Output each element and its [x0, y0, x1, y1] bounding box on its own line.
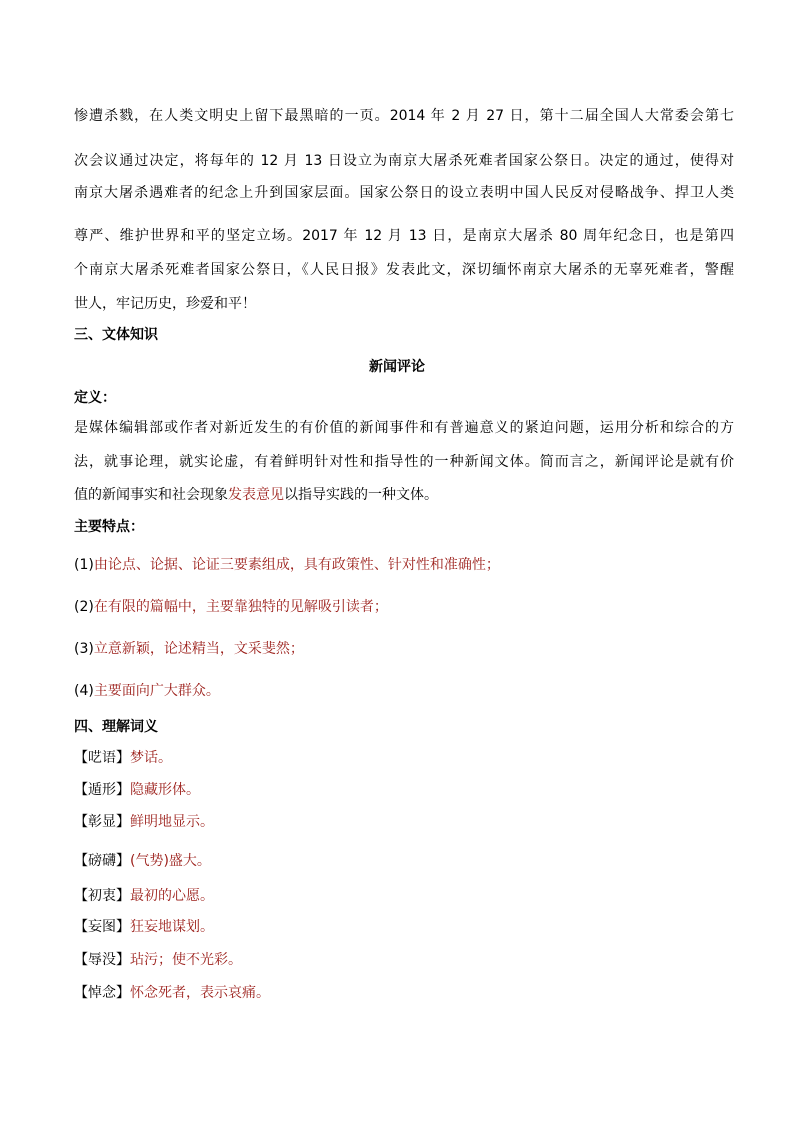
feature-item: [74, 681, 734, 701]
word-term: 磅礴: [88, 853, 116, 869]
word-meaning: 怀念死者，表示哀痛。: [130, 985, 270, 1001]
section-heading: 四、理解词义: [74, 719, 158, 735]
feature-text: 由论点、论据、论证三要素组成，具有政策性、针对性和准确性；: [93, 557, 500, 573]
word-entry: [74, 812, 734, 832]
word-term: 呓语: [88, 750, 116, 766]
bracket-close: 】: [116, 853, 130, 869]
bracket-close: 】: [116, 919, 130, 935]
bracket-close: 】: [116, 750, 130, 766]
word-meaning: (气势)盛大。: [130, 853, 211, 869]
feature-item: [74, 639, 734, 659]
features-label: 主要特点：: [74, 519, 144, 535]
word-term: 辱没: [88, 952, 116, 968]
bracket-open: 【: [74, 985, 88, 1001]
word-meaning: 玷污；使不光彩。: [130, 952, 242, 968]
word-entry: [74, 983, 734, 1003]
bracket-open: 【: [74, 952, 88, 968]
feature-item: [74, 597, 734, 617]
word-meaning: 狂妄地谋划。: [130, 919, 214, 935]
background-paragraph-line: 个南京大屠杀死难者国家公祭日，《人民日报》发表此文，深切缅怀南京大屠杀的无辜死难者，警醒: [74, 262, 734, 278]
bracket-close: 】: [116, 888, 130, 904]
definition-highlight: 发表意见: [228, 487, 284, 503]
background-paragraph-line: 南京大屠杀遇难者的纪念上升到国家层面。国家公祭日的设立表明中国人民反对侵略战争、捍卫人类: [74, 185, 734, 201]
bracket-close: 】: [116, 985, 130, 1001]
bracket-open: 【: [74, 814, 88, 830]
feature-text: 立意新颖，论述精当，文采斐然；: [93, 641, 304, 657]
bracket-open: 【: [74, 782, 88, 798]
background-paragraph-line: 尊严、维护世界和平的坚定立场。2017 年 12 月 13 日，是南京大屠杀 80 周年纪念日，也是第四: [74, 228, 734, 244]
definition-text: 以指导实践的一种文体。: [284, 487, 438, 503]
background-paragraph-line: 惨遭杀戮，在人类文明史上留下最黑暗的一页。2014 年 2 月 27 日，第十二届全国人大常委会第七: [74, 108, 734, 124]
word-entry: [74, 886, 734, 906]
word-term: 彰显: [88, 814, 116, 830]
word-term: 初衷: [88, 888, 116, 904]
bracket-close: 】: [116, 782, 130, 798]
word-entry: [74, 748, 734, 768]
feature-text: 主要面向广大群众。: [93, 683, 220, 699]
word-entry: [74, 917, 734, 937]
bracket-close: 】: [116, 952, 130, 968]
word-entry: [74, 950, 734, 970]
bracket-close: 】: [116, 814, 130, 830]
bracket-open: 【: [74, 750, 88, 766]
bracket-open: 【: [74, 853, 88, 869]
feature-number: (4): [74, 683, 94, 699]
bracket-open: 【: [74, 919, 88, 935]
word-meaning: 梦话。: [130, 750, 172, 766]
feature-item: [74, 555, 734, 575]
word-term: 悼念: [88, 985, 116, 1001]
word-meaning: 鲜明地显示。: [130, 814, 214, 830]
background-paragraph-line: 次会议通过决定，将每年的 12 月 13 日设立为南京大屠杀死难者国家公祭日。决定的通过，使得对: [74, 153, 734, 169]
feature-number: (2): [74, 599, 94, 615]
genre-title: 新闻评论: [369, 359, 425, 375]
word-term: 遁形: [88, 782, 116, 798]
word-entry: [74, 851, 734, 871]
word-entry: [74, 780, 734, 800]
word-term: 妄图: [88, 919, 116, 935]
bracket-open: 【: [74, 888, 88, 904]
word-meaning: 最初的心愿。: [130, 888, 214, 904]
definition-text: 值的新闻事实和社会现象: [74, 487, 228, 503]
feature-number: (1): [74, 557, 94, 573]
feature-number: (3): [74, 641, 94, 657]
background-paragraph-line: 世人，牢记历史，珍爱和平！: [74, 296, 256, 312]
word-meaning: 隐藏形体。: [130, 782, 200, 798]
definition-line: [74, 485, 734, 505]
section-heading: 三、文体知识: [74, 327, 158, 343]
feature-text: 在有限的篇幅中，主要靠独特的见解吸引读者；: [93, 599, 388, 615]
definition-label: 定义：: [74, 390, 116, 406]
definition-line: 法，就事论理，就实论虚，有着鲜明针对性和指导性的一种新闻文体。简而言之，新闻评论是就有价: [74, 454, 734, 470]
definition-line: 是媒体编辑部或作者对新近发生的有价值的新闻事件和有普遍意义的紧迫问题，运用分析和综合的方: [74, 420, 734, 436]
